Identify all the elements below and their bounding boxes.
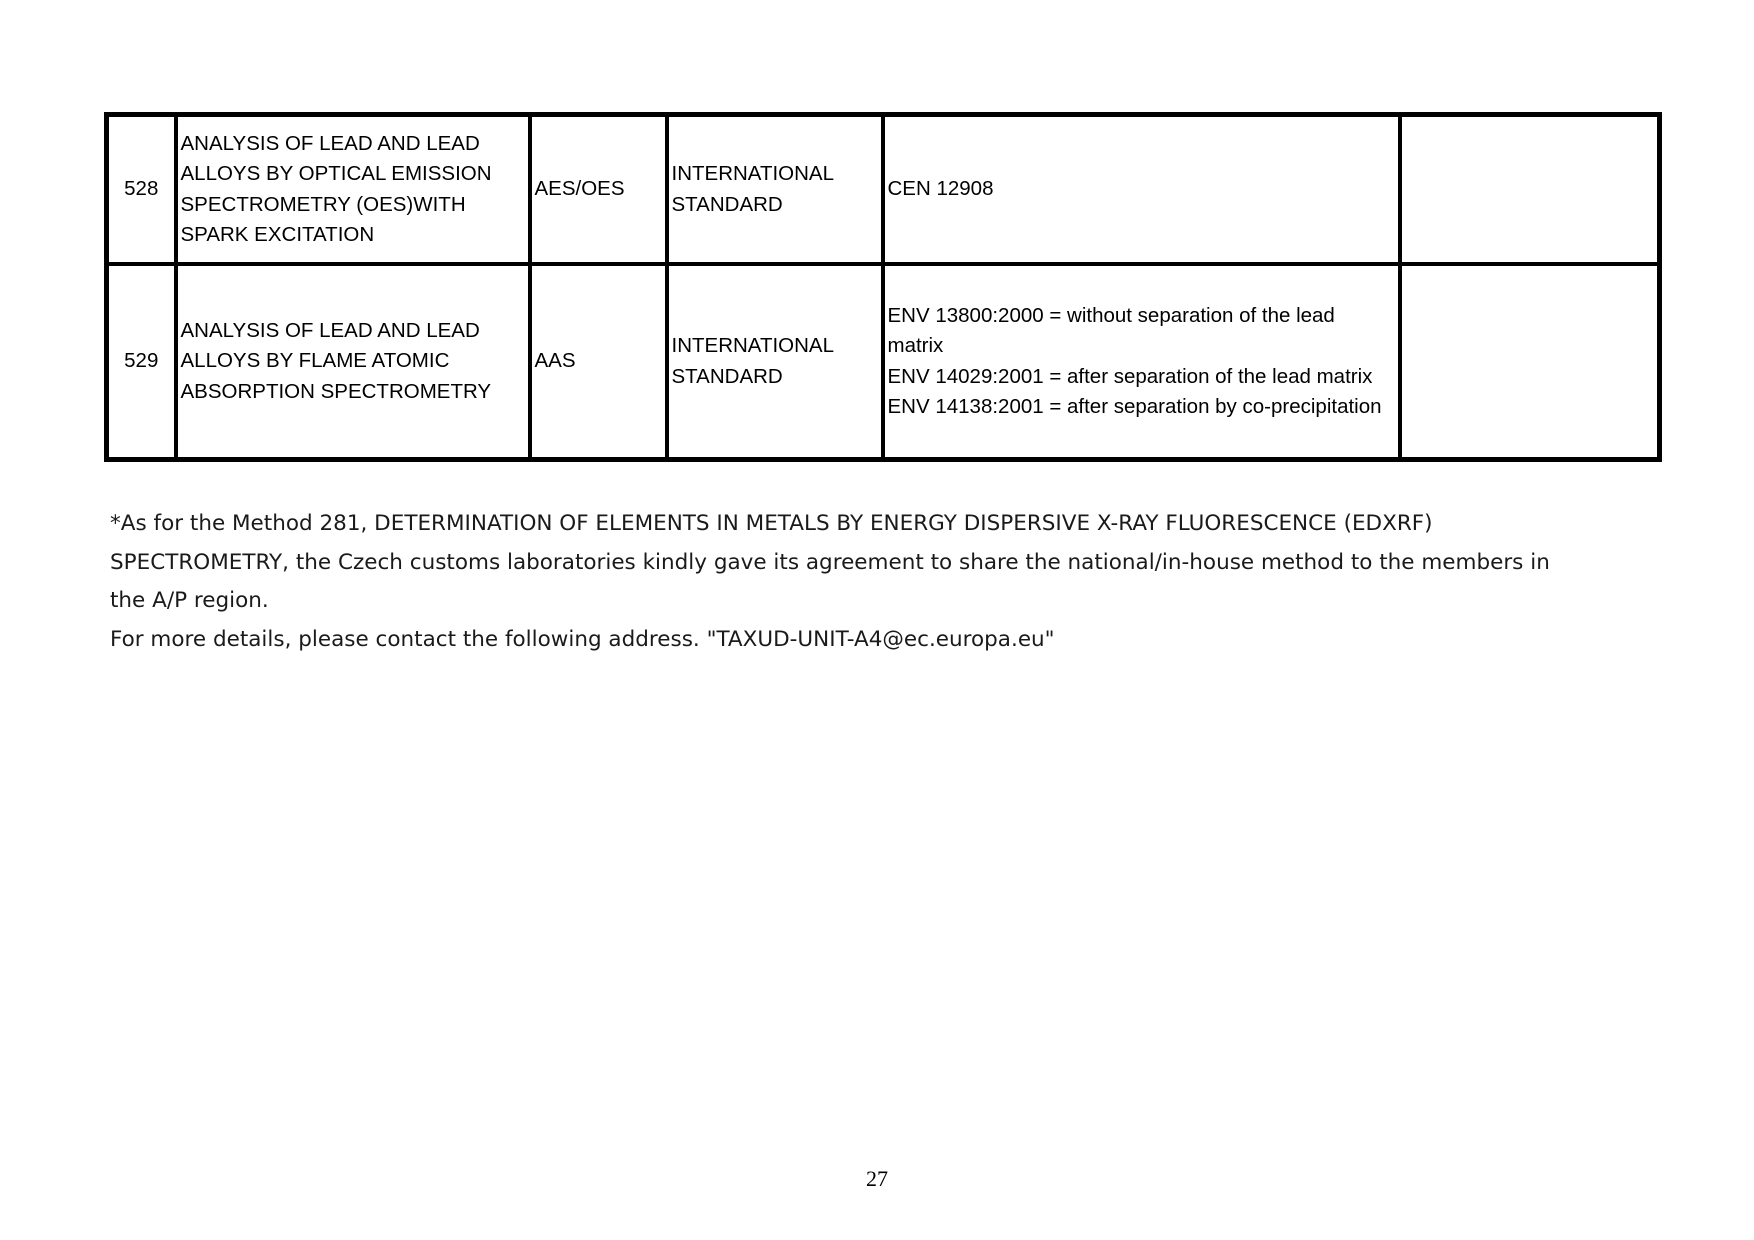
method-name: ANALYSIS OF LEAD AND LEAD ALLOYS BY FLAME ATOMIC ABSORPTION SPECTROMETRY (176, 264, 530, 460)
table-row (107, 115, 1660, 265)
standard-reference: ENV 14138:2001 = after separation by co-precipitation (887, 395, 1382, 418)
standard-reference: ENV 14029:2001 = after separation of the lead matrix (887, 364, 1373, 388)
footnote-paragraph: *As for the Method 281, DETERMINATION OF ELEMENTS IN METALS BY ENERGY DISPERSIVE X-RAY FLUORESCENCE (EDXRF) SPECTROMETRY, the Czech customs laboratories kindly gave its agreement to share the national/in-house method to the members in the A/P region. (110, 511, 1550, 613)
method-name: ANALYSIS OF LEAD AND LEAD ALLOYS BY OPTICAL EMISSION SPECTROMETRY (OES)WITH SPARK EXCITATION (176, 115, 530, 265)
standard-references (883, 264, 1400, 460)
method-technique: AAS (530, 264, 667, 460)
methods-table (104, 112, 1662, 462)
standard-references (883, 115, 1400, 265)
method-number: 528 (107, 115, 176, 265)
footnote (110, 505, 1560, 659)
contact-paragraph: For more details, please contact the following address. "TAXUD-UNIT-A4@ec.europa.eu" (110, 626, 1055, 652)
method-technique: AES/OES (530, 115, 667, 265)
page-number: 27 (866, 1166, 888, 1191)
table-row (107, 264, 1660, 460)
remarks-cell (1400, 264, 1660, 460)
standard-type: INTERNATIONAL STANDARD (667, 264, 883, 460)
remarks-cell (1400, 115, 1660, 265)
method-number: 529 (107, 264, 176, 460)
standard-reference: ENV 13800:2000 = without separation of the lead matrix (887, 303, 1335, 357)
standard-type: INTERNATIONAL STANDARD (667, 115, 883, 265)
standard-reference: CEN 12908 (887, 177, 994, 201)
